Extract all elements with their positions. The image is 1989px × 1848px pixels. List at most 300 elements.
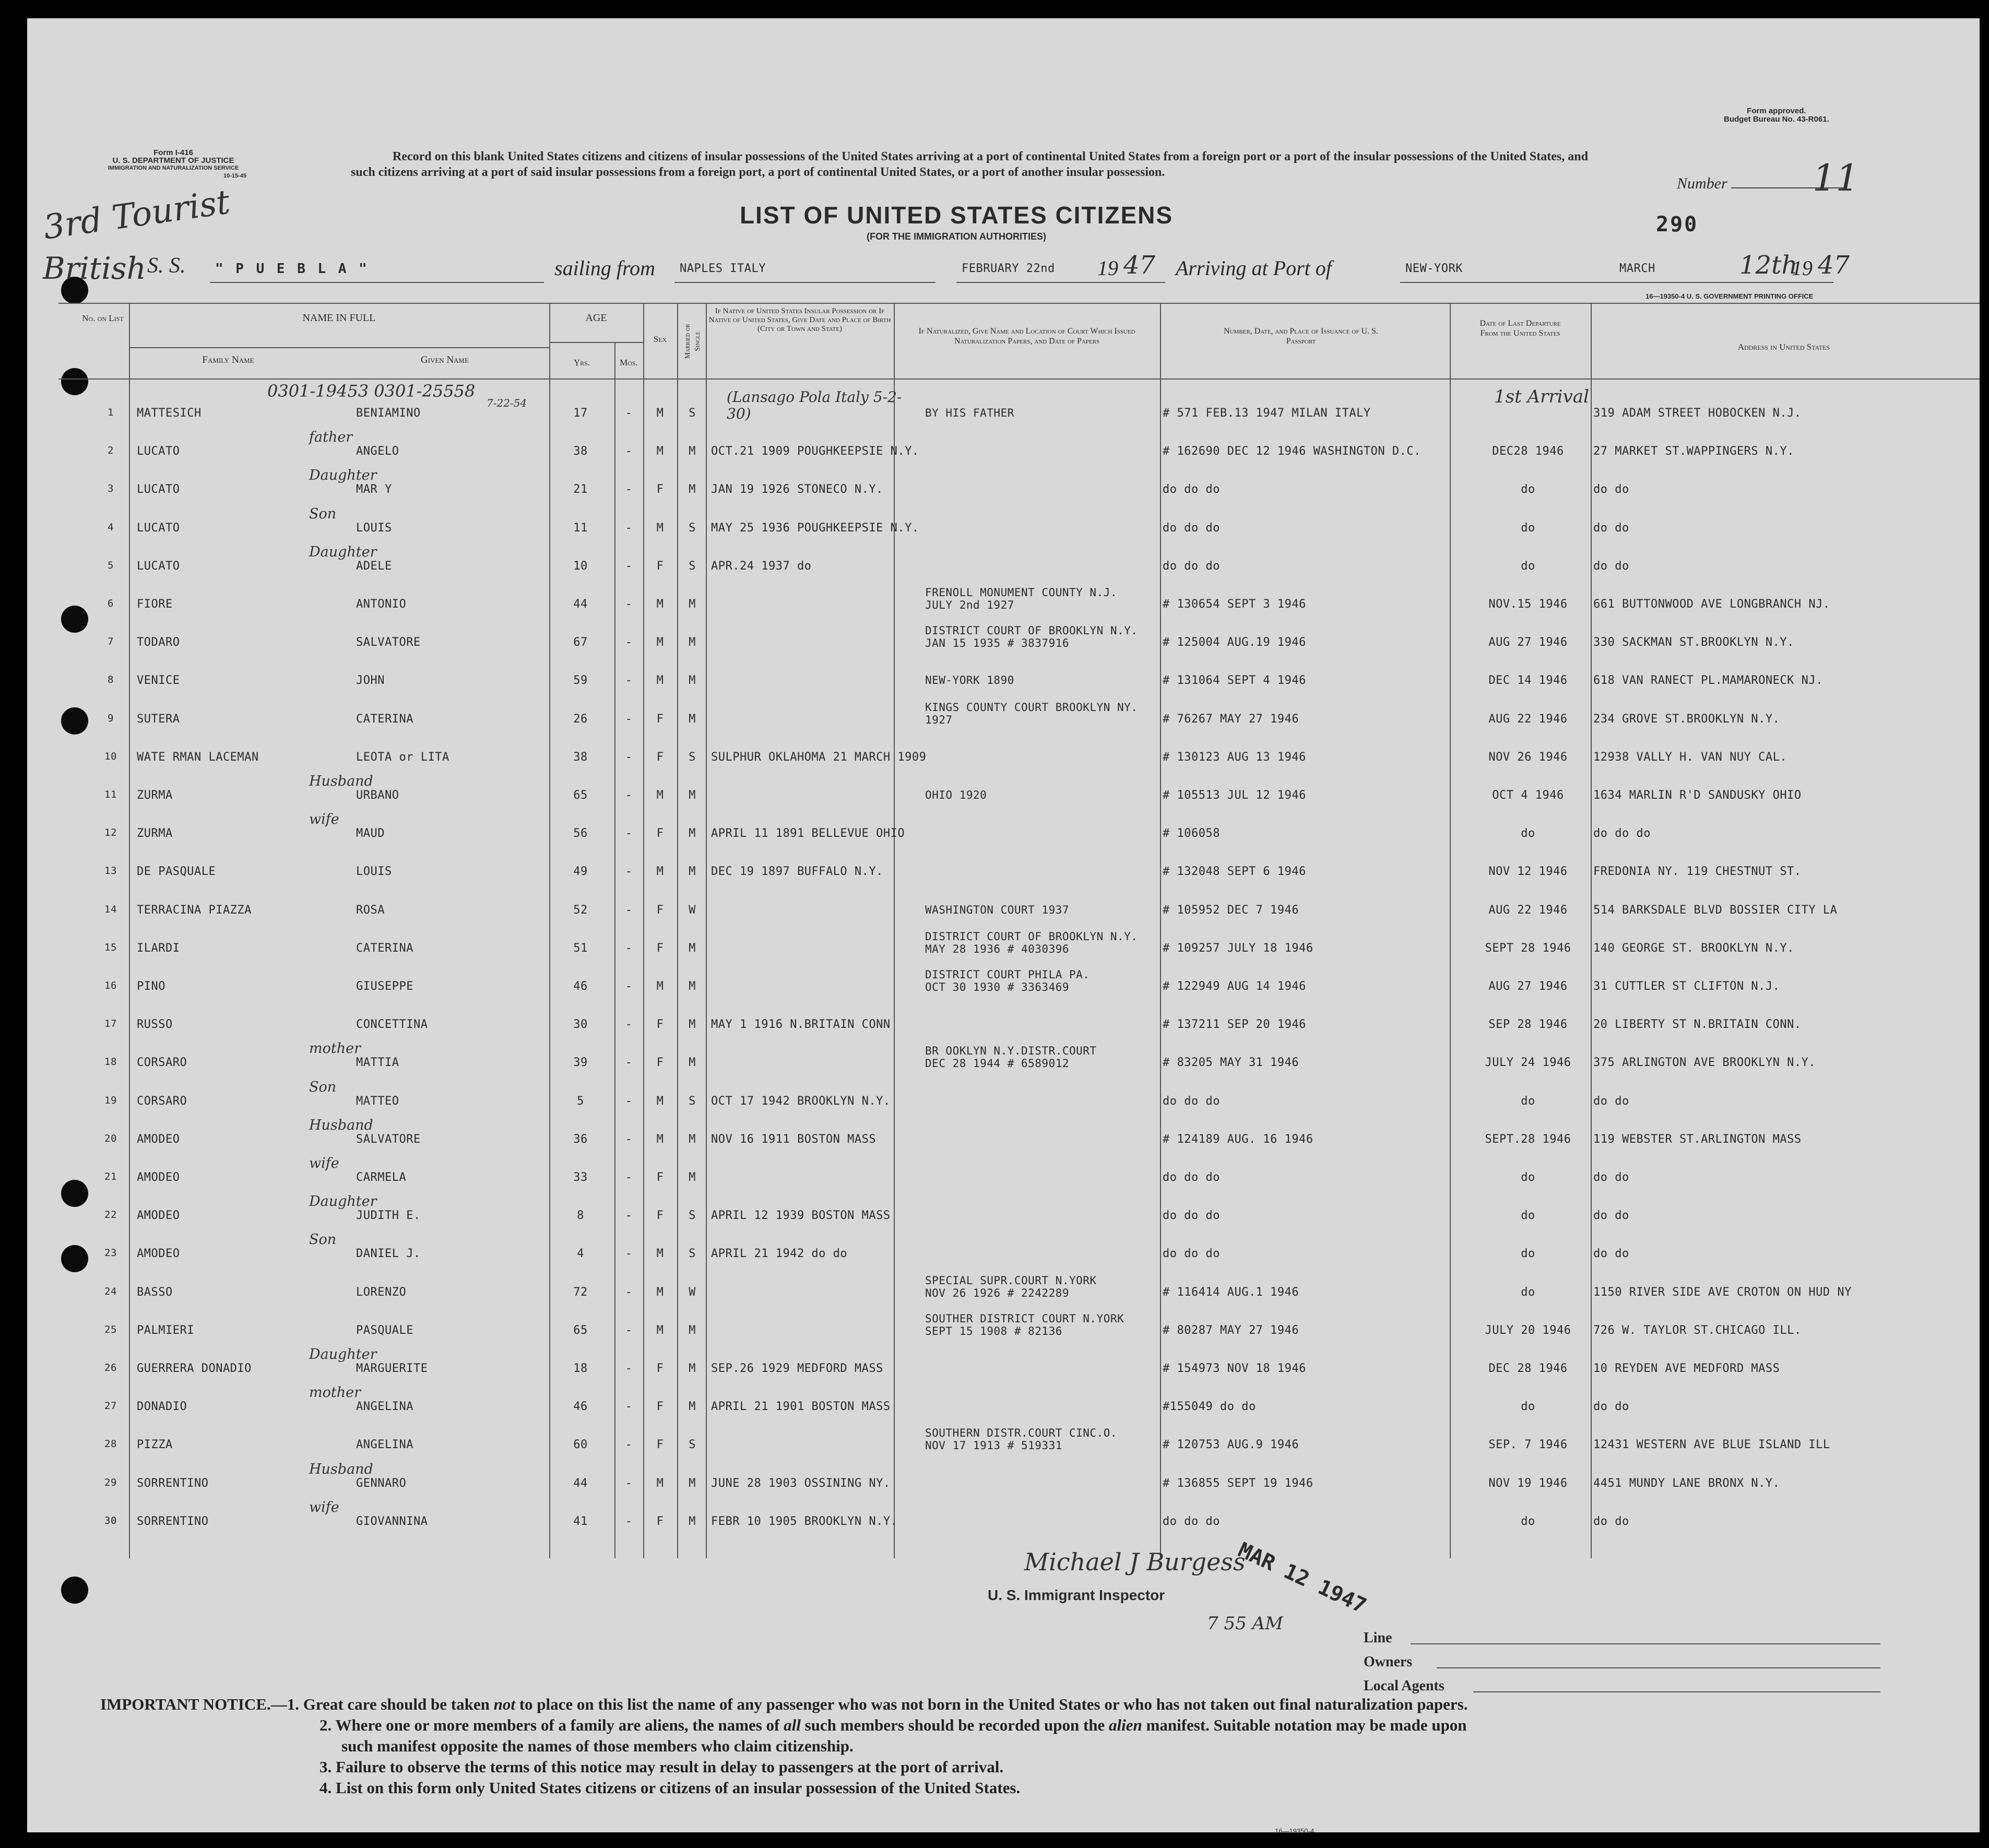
age-months: -: [625, 980, 633, 993]
given-name: CATERINA: [356, 941, 413, 955]
passport-info: # 571 FEB.13 1947 MILAN ITALY: [1163, 407, 1371, 420]
us-address: 27 MARKET ST.WAPPINGERS N.Y.: [1593, 445, 1794, 458]
relationship-note: Son: [309, 1079, 337, 1095]
col-native: If Native of United States Insular Possession or If Native of United States, Give Date and Place of Birth (City or Town and State): [708, 307, 891, 333]
given-name: CONCETTINA: [356, 1018, 428, 1032]
last-departure: DEC 28 1946: [1488, 1362, 1568, 1375]
row-number: 12: [104, 827, 117, 839]
naturalization-court: SPECIAL SUPR.COURT N.YORK: [925, 1274, 1097, 1287]
marital-status: M: [689, 445, 696, 458]
passport-info: # 130654 SEPT 3 1946: [1163, 598, 1306, 611]
year-prefix: 19: [1097, 256, 1118, 280]
passport-info: do do do: [1163, 1247, 1220, 1261]
last-departure: do: [1521, 827, 1535, 840]
naturalization-court: FRENOLL MONUMENT COUNTY N.J.: [925, 586, 1118, 599]
last-departure: do: [1521, 483, 1535, 496]
given-name: CARMELA: [356, 1171, 407, 1184]
sex: F: [656, 1514, 664, 1528]
given-name: DANIEL J.: [356, 1247, 421, 1261]
sex: F: [656, 559, 664, 573]
first-arrival-note: 1st Arrival: [1494, 386, 1589, 407]
last-departure: do: [1521, 1400, 1535, 1414]
row-number: 13: [104, 865, 117, 877]
given-name: LORENZO: [356, 1285, 407, 1299]
family-name: CORSARO: [137, 1056, 187, 1070]
inspector-title: U. S. Immigrant Inspector: [988, 1587, 1165, 1603]
last-departure: AUG 22 1946: [1488, 712, 1568, 726]
age-years: 59: [573, 674, 588, 688]
given-name: GIOVANNINA: [356, 1514, 428, 1528]
us-address: 12938 VALLY H. VAN NUY CAL.: [1593, 750, 1787, 764]
birth-info: JUNE 28 1903 OSSINING NY.: [711, 1476, 891, 1490]
table-row: [27, 543, 1980, 590]
important-notice: [100, 1694, 1959, 1798]
naturalization-date: NOV 26 1926 # 2242289: [925, 1286, 1070, 1299]
page-stamp: 290: [1656, 212, 1699, 236]
table-row: [27, 667, 1980, 705]
family-name: DONADIO: [137, 1400, 187, 1414]
naturalization-court: OHIO 1920: [925, 789, 987, 801]
row-number: 4: [108, 521, 114, 533]
sex: F: [656, 1018, 664, 1032]
last-departure: NOV 19 1946: [1488, 1476, 1568, 1490]
given-name: LOUIS: [356, 865, 392, 879]
naturalization-court: BR OOKLYN N.Y.DISTR.COURT: [925, 1045, 1097, 1058]
family-name: AMODEO: [137, 1247, 180, 1261]
relationship-note: Daughter: [309, 1346, 377, 1363]
row-number: 5: [108, 559, 114, 571]
age-months: -: [625, 1018, 633, 1032]
marital-status: M: [689, 1400, 696, 1414]
naturalization-date: DEC 28 1944 # 6589012: [925, 1057, 1070, 1070]
age-months: -: [625, 559, 633, 573]
passport-info: # 154973 NOV 18 1946: [1163, 1362, 1306, 1375]
sex: F: [656, 712, 664, 726]
marital-status: M: [689, 1171, 696, 1184]
us-address: do do: [1593, 521, 1629, 535]
marital-status: S: [689, 1209, 696, 1223]
age-months: -: [625, 1476, 633, 1490]
age-years: 52: [573, 903, 588, 917]
passport-info: # 105952 DEC 7 1946: [1163, 903, 1299, 917]
passport-info: do do do: [1163, 559, 1220, 573]
marital-status: M: [689, 1514, 696, 1528]
row-number: 26: [104, 1362, 117, 1373]
us-address: do do do: [1593, 827, 1651, 840]
number-label: Number: [1677, 175, 1727, 192]
last-departure: AUG 22 1946: [1488, 903, 1568, 917]
age-years: 60: [573, 1438, 588, 1452]
owners-label: Owners: [1364, 1654, 1413, 1670]
relationship-note: wife: [309, 1499, 339, 1515]
age-months: -: [625, 712, 633, 726]
arriving-label: Arriving at Port of: [1176, 256, 1332, 280]
age-years: 36: [573, 1132, 588, 1146]
notice-1-cont: to place on this list the name of any passenger who was not born in the United States or who has not taken out final naturalization papers.: [515, 1695, 1468, 1713]
naturalization-court: SOUTHER DISTRICT COURT N.YORK: [925, 1312, 1124, 1325]
manifest-sheet: [27, 18, 1980, 1835]
relationship-note: Daughter: [309, 543, 377, 560]
age-months: -: [625, 941, 633, 955]
row1-note-date: 7-22-54: [487, 397, 527, 409]
print-code: 16—19350-4: [1275, 1827, 1315, 1835]
us-address: do do: [1593, 1209, 1629, 1223]
notice-2: 2. Where one or more members of a family are aliens, the names of: [319, 1716, 784, 1734]
age-years: 17: [573, 407, 588, 420]
naturalization-court: WASHINGTON COURT 1937: [925, 903, 1070, 916]
marital-status: S: [689, 407, 696, 420]
given-name: LOUIS: [356, 521, 392, 535]
col-age: AGE: [585, 312, 607, 324]
department: U. S. DEPARTMENT OF JUSTICE: [112, 156, 234, 165]
relationship-note: mother: [309, 1040, 361, 1057]
us-address: 10 REYDEN AVE MEDFORD MASS: [1593, 1362, 1780, 1375]
sex: M: [656, 789, 664, 802]
age-months: -: [625, 1056, 633, 1070]
family-name: SORRENTINO: [137, 1514, 209, 1528]
naturalization-court: DISTRICT COURT PHILA PA.: [925, 968, 1090, 981]
departure-year: 47: [1123, 251, 1156, 280]
passport-info: # 106058: [1163, 827, 1220, 840]
birth-info: APRIL 21 1942 do do: [711, 1247, 848, 1261]
sailing-label: sailing from: [554, 256, 655, 280]
passport-info: # 76267 MAY 27 1946: [1163, 712, 1299, 726]
us-address: 12431 WESTERN AVE BLUE ISLAND ILL: [1593, 1438, 1830, 1452]
age-months: -: [625, 789, 633, 802]
sex: M: [656, 1323, 664, 1337]
age-years: 30: [573, 1018, 588, 1032]
age-months: -: [625, 1514, 633, 1528]
passport-info: do do do: [1163, 1209, 1220, 1223]
row-number: 24: [104, 1285, 117, 1297]
row-number: 28: [104, 1438, 117, 1450]
marital-status: M: [689, 865, 696, 879]
age-years: 11: [573, 521, 588, 535]
col-given: Given Name: [420, 354, 469, 365]
given-name: ANGELO: [356, 445, 399, 458]
col-address: Address in United States: [1737, 342, 1830, 352]
last-departure: SEP 28 1946: [1488, 1018, 1568, 1032]
sex: M: [656, 521, 664, 535]
sex: M: [656, 1247, 664, 1261]
naturalization-date: JAN 15 1935 # 3837916: [925, 637, 1070, 650]
row-number: 10: [104, 750, 117, 762]
notice-3: 3. Failure to observe the terms of this notice may result in delay to passengers at the port of arrival.: [319, 1758, 1004, 1776]
marital-status: M: [689, 1132, 696, 1146]
age-months: -: [625, 1094, 633, 1108]
age-years: 39: [573, 1056, 588, 1070]
birth-info: SULPHUR OKLAHOMA 21 MARCH 1909: [711, 750, 927, 764]
passport-info: # 116414 AUG.1 1946: [1163, 1285, 1299, 1299]
marital-status: M: [689, 712, 696, 726]
marital-status: S: [689, 1094, 696, 1108]
age-years: 46: [573, 1400, 588, 1414]
age-months: -: [625, 1132, 633, 1146]
notice-2-line2: such manifest opposite the names of those members who claim citizenship.: [341, 1737, 854, 1755]
us-address: 726 W. TAYLOR ST.CHICAGO ILL.: [1593, 1323, 1802, 1337]
us-address: 1150 RIVER SIDE AVE CROTON ON HUD NY: [1593, 1285, 1852, 1299]
given-name: ANGELINA: [356, 1400, 413, 1414]
age-years: 65: [573, 1323, 588, 1337]
printing-office: 16—19350-4 U. S. GOVERNMENT PRINTING OFFICE: [1645, 292, 1814, 300]
relationship-note: Son: [309, 1231, 337, 1248]
us-address: 330 SACKMAN ST.BROOKLYN N.Y.: [1593, 636, 1794, 649]
given-name: ROSA: [356, 903, 385, 917]
marital-status: M: [689, 674, 696, 688]
ship-name: " P U E B L A ": [215, 261, 369, 277]
row-number: 6: [108, 598, 114, 609]
notice-1: 1. Great care should be taken: [287, 1695, 494, 1713]
us-address: 119 WEBSTER ST.ARLINGTON MASS: [1593, 1132, 1802, 1146]
row-number: 25: [104, 1323, 117, 1335]
given-name: URBANO: [356, 789, 399, 802]
given-name: SALVATORE: [356, 1132, 421, 1146]
passport-info: # 124189 AUG. 16 1946: [1163, 1132, 1313, 1146]
marital-status: M: [689, 1362, 696, 1375]
family-name: TERRACINA PIAZZA: [137, 903, 252, 917]
marital-status: M: [689, 1056, 696, 1070]
sex: M: [656, 1476, 664, 1490]
age-years: 5: [577, 1094, 584, 1108]
age-years: 26: [573, 712, 588, 726]
family-name: AMODEO: [137, 1209, 180, 1223]
sex: M: [656, 674, 664, 688]
family-name: CORSARO: [137, 1094, 187, 1108]
arrival-day: 12th: [1739, 251, 1798, 280]
age-months: -: [625, 407, 633, 420]
marital-status: W: [689, 1285, 696, 1299]
last-departure: do: [1521, 1285, 1535, 1299]
row-number: 1: [108, 407, 114, 418]
row-number: 11: [104, 789, 117, 800]
passport-info: # 105513 JUL 12 1946: [1163, 789, 1306, 802]
given-name: MARGUERITE: [356, 1362, 428, 1375]
stamp-time: 7 55 AM: [1207, 1613, 1283, 1634]
col-married: Married or Single: [684, 324, 702, 359]
row-number: 16: [104, 980, 117, 991]
marital-status: M: [689, 483, 696, 496]
col-no: No. on List: [82, 313, 124, 323]
relationship-note: wife: [309, 811, 339, 828]
last-departure: SEP. 7 1946: [1488, 1438, 1568, 1452]
us-address: 514 BARKSDALE BLVD BOSSIER CITY LA: [1593, 903, 1838, 917]
notice-1-emphasis: not: [493, 1695, 515, 1713]
age-years: 18: [573, 1362, 588, 1375]
us-address: 1634 MARLIN R'D SANDUSKY OHIO: [1593, 789, 1802, 802]
row-number: 22: [104, 1209, 117, 1221]
us-address: 661 BUTTONWOOD AVE LONGBRANCH NJ.: [1593, 598, 1830, 611]
row-number: 20: [104, 1132, 117, 1144]
age-months: -: [625, 598, 633, 611]
notice-2-emphasis-all: all: [784, 1716, 801, 1734]
family-name: PIZZA: [137, 1438, 173, 1452]
naturalization-court: BY HIS FATHER: [925, 407, 1014, 419]
family-name: PINO: [137, 980, 165, 993]
sex: F: [656, 941, 664, 955]
passport-info: # 136855 SEPT 19 1946: [1163, 1476, 1313, 1490]
page-subtitle: (FOR THE IMMIGRATION AUTHORITIES): [867, 231, 1046, 242]
table-row: [27, 930, 1980, 973]
sex: M: [656, 1285, 664, 1299]
family-name: AMODEO: [137, 1132, 180, 1146]
age-years: 67: [573, 636, 588, 649]
passport-info: # 83205 MAY 31 1946: [1163, 1056, 1299, 1070]
col-name: NAME IN FULL: [302, 312, 376, 324]
arrival-year: 47: [1818, 251, 1850, 280]
notice-2-cont: such members should be recorded upon the: [800, 1716, 1109, 1734]
last-departure: do: [1521, 1094, 1535, 1108]
number-value: 11: [1813, 157, 1860, 199]
last-departure: do: [1521, 521, 1535, 535]
agents-label: Local Agents: [1364, 1678, 1445, 1694]
table-row: [27, 701, 1980, 743]
table-row: [27, 1274, 1980, 1317]
passport-info: # 109257 JULY 18 1946: [1163, 941, 1313, 955]
last-departure: JULY 24 1946: [1485, 1056, 1571, 1070]
family-name: RUSSO: [137, 1018, 173, 1032]
age-years: 41: [573, 1514, 588, 1528]
us-address: do do: [1593, 1514, 1629, 1528]
last-departure: do: [1521, 1171, 1535, 1184]
sex: F: [656, 1362, 664, 1375]
family-name: WATE RMAN LACEMAN: [137, 750, 259, 764]
us-address: do do: [1593, 1247, 1629, 1261]
inspector-signature: Michael J Burgess: [1024, 1548, 1246, 1576]
marital-status: M: [689, 636, 696, 649]
form-date: 10-15-45: [223, 173, 246, 179]
age-years: 8: [577, 1209, 584, 1223]
family-name: LUCATO: [137, 559, 180, 573]
marital-status: M: [689, 1476, 696, 1490]
age-years: 21: [573, 483, 588, 496]
table-row: [27, 586, 1980, 629]
naturalization-court: DISTRICT COURT OF BROOKLYN N.Y.: [925, 624, 1138, 637]
age-months: -: [625, 1209, 633, 1223]
birth-info: APRIL 21 1901 BOSTON MASS: [711, 1400, 891, 1414]
age-years: 51: [573, 941, 588, 955]
family-name: LUCATO: [137, 483, 180, 496]
last-departure: NOV 26 1946: [1488, 750, 1568, 764]
age-years: 65: [573, 789, 588, 802]
table-row: [27, 624, 1980, 667]
given-name: GIUSEPPE: [356, 980, 413, 993]
family-name: LUCATO: [137, 445, 180, 458]
given-name: JUDITH E.: [356, 1209, 421, 1223]
marital-status: W: [689, 903, 696, 917]
given-name: MAR Y: [356, 483, 392, 496]
age-years: 44: [573, 598, 588, 611]
col-sex: Sex: [653, 334, 667, 344]
marital-status: S: [689, 521, 696, 535]
last-departure: do: [1521, 1209, 1535, 1223]
us-address: 4451 MUNDY LANE BRONX N.Y.: [1593, 1476, 1780, 1490]
col-naturalized: If Naturalized, Give Name and Location of Court Which Issued Naturalization Papers, and Date of Papers: [918, 327, 1135, 346]
family-name: TODARO: [137, 636, 180, 649]
family-name: VENICE: [137, 674, 180, 688]
passport-info: # 137211 SEP 20 1946: [1163, 1018, 1306, 1032]
us-address: do do: [1593, 1094, 1629, 1108]
passport-info: #155049 do do: [1163, 1400, 1256, 1414]
page-title: LIST OF UNITED STATES CITIZENS: [739, 202, 1174, 229]
row-number: 30: [104, 1514, 117, 1526]
sex: M: [656, 636, 664, 649]
passport-info: do do do: [1163, 1514, 1220, 1528]
row-number: 2: [108, 445, 114, 457]
sex: F: [656, 1438, 664, 1452]
us-address: do do: [1593, 559, 1629, 573]
age-years: 49: [573, 865, 588, 879]
table-row: [27, 811, 1980, 858]
age-years: 44: [573, 1476, 588, 1490]
row-number: 14: [104, 903, 117, 915]
marital-status: M: [689, 789, 696, 802]
age-months: -: [625, 1362, 633, 1375]
birth-info: APRIL 11 1891 BELLEVUE OHIO: [711, 827, 905, 840]
form-approved: Form approved.: [1747, 106, 1806, 115]
birth-info: APR.24 1937 do: [711, 559, 812, 573]
marital-status: M: [689, 1018, 696, 1032]
given-name: MATTIA: [356, 1056, 399, 1070]
age-months: -: [625, 1438, 633, 1452]
row-number: 18: [104, 1056, 117, 1068]
given-name: LEOTA or LITA: [356, 750, 449, 764]
flag-note: British: [43, 251, 146, 286]
naturalization-date: JULY 2nd 1927: [925, 599, 1014, 611]
birth-info: OCT.21 1909 POUGHKEEPSIE N.Y.: [711, 445, 919, 458]
passport-info: # 122949 AUG 14 1946: [1163, 980, 1306, 993]
given-name: MATTEO: [356, 1094, 399, 1108]
row-number: 9: [108, 712, 114, 724]
us-address: 319 ADAM STREET HOBOCKEN N.J.: [1593, 407, 1802, 420]
family-name: PALMIERI: [137, 1323, 194, 1337]
last-departure: NOV.15 1946: [1488, 598, 1568, 611]
passport-info: # 130123 AUG 13 1946: [1163, 750, 1306, 764]
last-departure: DEC28 1946: [1492, 445, 1564, 458]
family-name: FIORE: [137, 598, 173, 611]
date-stamp: MAR 12 1947: [1234, 1538, 1370, 1618]
age-months: -: [625, 483, 633, 496]
line-label: Line: [1364, 1630, 1392, 1646]
punch-hole: [61, 1577, 88, 1604]
row-number: 27: [104, 1400, 117, 1412]
birth-info: FEBR 10 1905 BROOKLYN N.Y.: [711, 1514, 898, 1528]
family-name: SUTERA: [137, 712, 180, 726]
birth-info: OCT 17 1942 BROOKLYN N.Y.: [711, 1094, 891, 1108]
naturalization-date: NOV 17 1913 # 519331: [925, 1439, 1062, 1452]
notice-2-cont2: manifest. Suitable notation may be made upon: [1142, 1716, 1467, 1734]
table-row: [27, 1499, 1980, 1546]
age-years: 4: [577, 1247, 584, 1261]
service: IMMIGRATION AND NATURALIZATION SERVICE: [108, 165, 239, 171]
row-number: 8: [108, 674, 114, 686]
given-name: BENIAMINO: [356, 407, 421, 420]
table-row: [27, 858, 1980, 896]
birth-info: MAY 1 1916 N.BRITAIN CONN: [711, 1018, 891, 1032]
birth-info: NOV 16 1911 BOSTON MASS: [711, 1132, 877, 1146]
passport-info: # 132048 SEPT 6 1946: [1163, 865, 1306, 879]
passport-info: do do do: [1163, 483, 1220, 496]
row-number: 15: [104, 941, 117, 953]
marital-status: M: [689, 827, 696, 840]
row-number: 21: [104, 1171, 117, 1182]
age-months: -: [625, 827, 633, 840]
birth-info: SEP.26 1929 MEDFORD MASS: [711, 1362, 883, 1375]
last-departure: AUG 27 1946: [1488, 980, 1568, 993]
sex: F: [656, 827, 664, 840]
given-name: GENNARO: [356, 1476, 407, 1490]
us-address: 618 VAN RANECT PL.MAMARONECK NJ.: [1593, 674, 1823, 688]
relationship-note: Husband: [309, 1461, 373, 1477]
